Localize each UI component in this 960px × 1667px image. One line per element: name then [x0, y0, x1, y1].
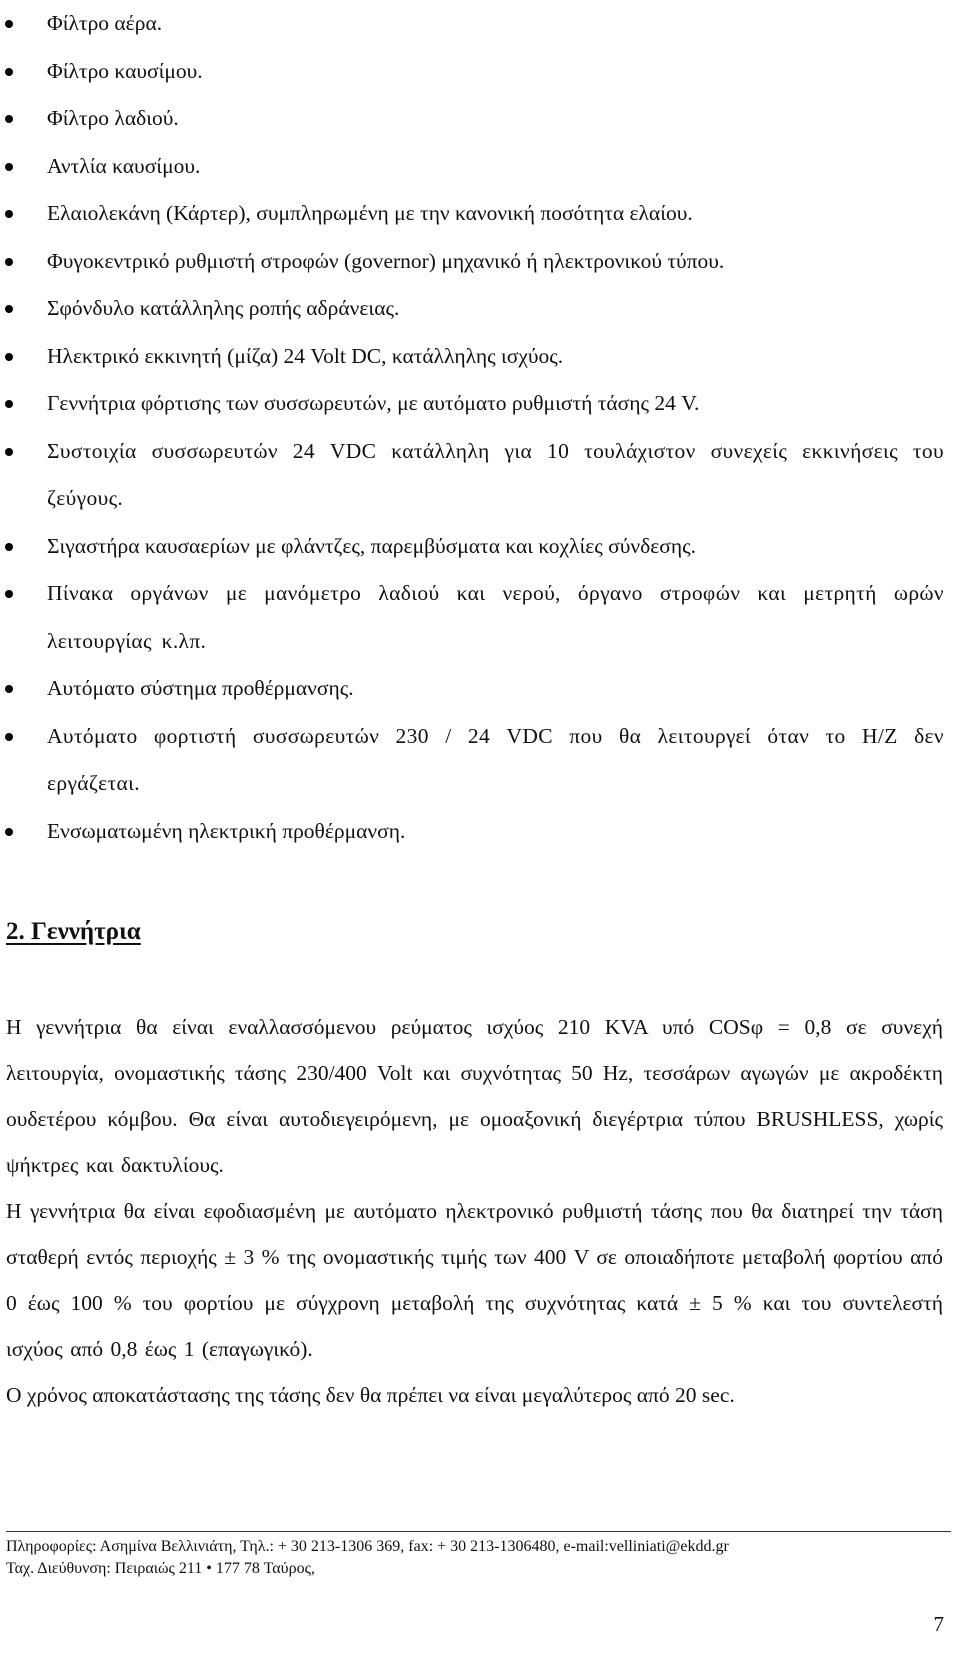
- bullet-icon: [5, 400, 13, 408]
- bullet-icon: [5, 543, 13, 551]
- list-item-text: Ενσωματωμένη ηλεκτρική προθέρμανση.: [47, 818, 406, 843]
- section-body: [6, 1004, 943, 1418]
- bullet-icon: [5, 685, 13, 693]
- bullet-icon: [5, 828, 13, 836]
- list-item-text: Φυγοκεντρικό ρυθμιστή στροφών (governor) μηχανικό ή ηλεκτρονικού τύπου.: [47, 248, 725, 273]
- list-item: [0, 665, 960, 713]
- footer-divider: [6, 1531, 951, 1532]
- page-number: 7: [933, 1612, 944, 1636]
- list-item: [0, 238, 960, 286]
- section-title: 2. Γεννήτρια: [6, 918, 141, 945]
- list-item-text: Σιγαστήρα καυσαερίων με φλάντζες, παρεμβύσματα και κοχλίες σύνδεσης.: [47, 533, 697, 558]
- list-item: [0, 428, 960, 523]
- list-item-text: Ηλεκτρικό εκκινητή (μίζα) 24 Volt DC, κατάλληλης ισχύος.: [47, 343, 564, 368]
- list-item-text: Φίλτρο λαδιού.: [47, 106, 179, 130]
- list-item: [0, 570, 960, 665]
- list-item: [0, 333, 960, 381]
- list-item-text: Φίλτρο αέρα.: [47, 11, 163, 35]
- list-item-text: Αυτόματο σύστημα προθέρμανσης.: [47, 676, 354, 700]
- list-item-text: Σφόνδυλο κατάλληλης ροπής αδράνειας.: [47, 296, 400, 320]
- list-item-text: Γεννήτρια φόρτισης των συσσωρευτών, με αυτόματο ρυθμιστή τάσης 24 V.: [47, 391, 700, 415]
- paragraph: Ο χρόνος αποκατάστασης της τάσης δεν θα πρέπει να είναι μεγαλύτερος από 20 sec.: [6, 1383, 735, 1407]
- bullet-icon: [5, 258, 13, 266]
- footer-contact-line: Πληροφορίες: Ασημίνα Βελλινιάτη, Τηλ.: + 30 213-1306 369, fax: + 30 213-1306480, e-mail:velliniati@ekdd.gr: [6, 1538, 729, 1555]
- bullet-icon: [5, 590, 13, 598]
- list-item-text: Συστοιχία συσσωρευτών 24 VDC κατάλληλη για 10 τουλάχιστον συνεχείς εκκινήσεις του ζεύγους.: [47, 438, 944, 510]
- list-item: [0, 285, 960, 333]
- bullet-icon: [5, 448, 13, 456]
- list-item-text: Αυτόματο φορτιστή συσσωρευτών 230 / 24 VDC που θα λειτουργεί όταν το Η/Ζ δεν εργάζεται.: [47, 723, 944, 795]
- bullet-icon: [5, 115, 13, 123]
- bullet-icon: [5, 353, 13, 361]
- list-item: [0, 190, 960, 238]
- list-item-text: Ελαιολεκάνη (Κάρτερ), συμπληρωμένη με την κανονική ποσότητα ελαίου.: [47, 201, 693, 225]
- list-item-text: Αντλία καυσίμου.: [47, 153, 201, 178]
- list-item: [0, 95, 960, 143]
- list-item-text: Φίλτρο καυσίμου.: [47, 58, 203, 83]
- list-item: [0, 523, 960, 571]
- bullet-icon: [5, 733, 13, 741]
- bullet-icon: [5, 210, 13, 218]
- page-footer: [6, 1536, 951, 1580]
- footer-address-line: Ταχ. Διεύθυνση: Πειραιώς 211 • 177 78 Ταύρος,: [6, 1560, 315, 1577]
- list-item: [0, 713, 960, 808]
- list-item: [0, 808, 960, 856]
- list-item: [0, 48, 960, 96]
- list-item: [0, 0, 960, 48]
- bullet-icon: [5, 305, 13, 313]
- bullet-icon: [5, 68, 13, 76]
- list-item: [0, 143, 960, 191]
- bullet-icon: [5, 20, 13, 28]
- paragraph: Η γεννήτρια θα είναι εφοδιασμένη με αυτόματο ηλεκτρονικό ρυθμιστή τάσης που θα διατηρεί την τάση σταθερή εντός περιοχής ± 3 % της ονομαστικής τιμής των 400 V σε οποιαδήποτε μεταβολή φορτίου από 0 έως 100 % του φορτίου με σύγχρονη μεταβολή της συχνότητας κατά ± 5 % και του συντελεστή ισχύος από 0,8 έως 1 (επαγωγικό).: [6, 1199, 943, 1361]
- paragraph: Η γεννήτρια θα είναι εναλλασσόμενου ρεύματος ισχύος 210 KVA υπό COSφ = 0,8 σε συνεχή λειτουργία, ονομαστικής τάσης 230/400 Volt και συχνότητας 50 Hz, τεσσάρων αγωγών με ακροδέκτη ουδετέρου κόμβου. Θα είναι αυτοδιεγειρόμενη, με ομοαξονική διεγέρτρια τύπου BRUSHLESS, χωρίς ψήκτρες και δακτυλίους.: [6, 1015, 943, 1177]
- list-item: [0, 380, 960, 428]
- list-item-text: Πίνακα οργάνων με μανόμετρο λαδιού και νερού, όργανο στροφών και μετρητή ωρών λειτουργίας κ.λπ.: [47, 581, 944, 653]
- bullet-icon: [5, 163, 13, 171]
